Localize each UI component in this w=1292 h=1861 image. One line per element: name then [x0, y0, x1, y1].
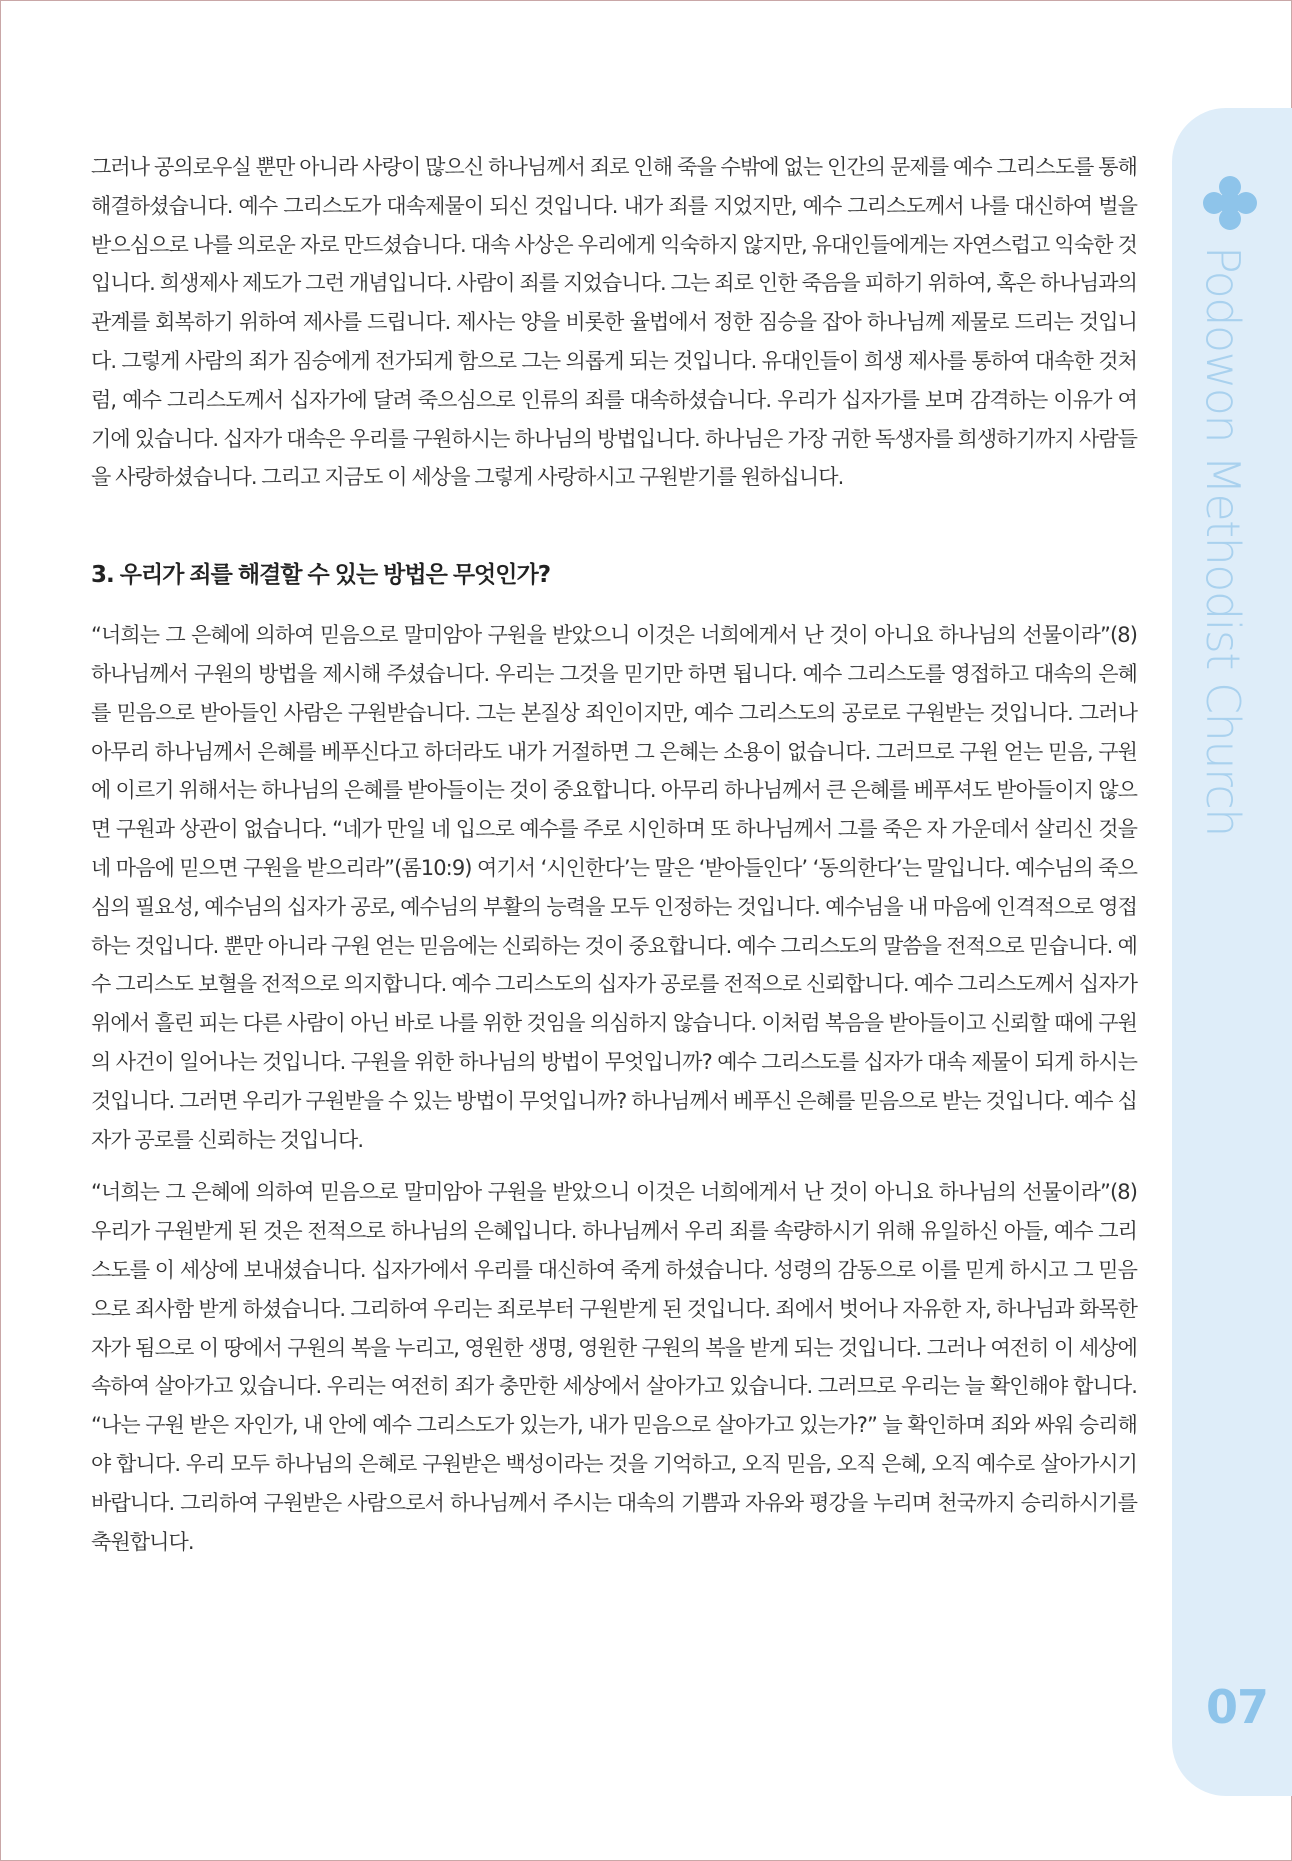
section-heading: 3. 우리가 죄를 해결할 수 있는 방법은 무엇인가? [91, 562, 551, 589]
page-number: 07 [1205, 1680, 1268, 1734]
church-name: Podowon Methodist Church [1196, 246, 1250, 836]
clover-icon [1202, 175, 1258, 231]
body-paragraph-1: 그러나 공의로우실 뿐만 아니라 사랑이 많으신 하나님께서 죄로 인해 죽을 수밖에 없는 인간의 문제를 예수 그리스도를 통해 해결하셨습니다. 예수 그리스도가 대속제물이 되신 것입니다. 내가 죄를 지었지만, 예수 그리스도께서 나를 대신하여 벌을 받으심으로 나를 의로운 자로 만드셨습니다. 대속 사상은 우리에게 익숙하지 않지만, 유대인들에게는 자연스럽고 익숙한 것입니다. 희생제사 제도가 그런 개념입니다. 사람이 죄를 지었습니다. 그는 죄로 인한 죽음을 피하기 위하여, 혹은 하나님과의 관계를 회복하기 위하여 제사를 드립니다. 제사는 양을 비롯한 율법에서 정한 짐승을 잡아 하나님께 제물로 드리는 것입니다. 그렇게 사람의 죄가 짐승에게 전가되게 함으로 그는 의롭게 되는 것입니다. 유대인들이 희생 제사를 통하여 대속한 것처럼, 예수 그리스도께서 십자가에 달려 죽으심으로 인류의 죄를 대속하셨습니다. 우리가 십자가를 보며 감격하는 이유가 여기에 있습니다. 십자가 대속은 우리를 구원하시는 하나님의 방법입니다. 하나님은 가장 귀한 독생자를 희생하기까지 사람들을 사랑하셨습니다. 그리고 지금도 이 세상을 그렇게 사랑하시고 구원받기를 원하십니다. [91, 155, 1137, 490]
body-paragraph-2: “너희는 그 은혜에 의하여 믿음으로 말미암아 구원을 받았으니 이것은 너희에게서 난 것이 아니요 하나님의 선물이라”(8) 하나님께서 구원의 방법을 제시해 주셨습니다. 우리는 그것을 믿기만 하면 됩니다. 예수 그리스도를 영접하고 대속의 은혜를 믿음으로 받아들인 사람은 구원받습니다. 그는 본질상 죄인이지만, 예수 그리스도의 공로로 구원받는 것입니다. 그러나 아무리 하나님께서 은혜를 베푸신다고 하더라도 내가 거절하면 그 은혜는 소용이 없습니다. 그러므로 구원 얻는 믿음, 구원에 이르기 위해서는 하나님의 은혜를 받아들이는 것이 중요합니다. 아무리 하나님께서 큰 은혜를 베푸셔도 받아들이지 않으면 구원과 상관이 없습니다. “네가 만일 네 입으로 예수를 주로 시인하며 또 하나님께서 그를 죽은 자 가운데서 살리신 것을 네 마음에 믿으면 구원을 받으리라”(롬10:9) 여기서 ‘시인한다’는 말은 ‘받아들인다’ ‘동의한다’는 말입니다. 예수님의 죽으심의 필요성, 예수님의 십자가 공로, 예수님의 부활의 능력을 모두 인정하는 것입니다. 예수님을 내 마음에 인격적으로 영접하는 것입니다. 뿐만 아니라 구원 얻는 믿음에는 신뢰하는 것이 중요합니다. 예수 그리스도의 말씀을 전적으로 믿습니다. 예수 그리스도 보혈을 전적으로 의지합니다. 예수 그리스도의 십자가 공로를 전적으로 신뢰합니다. 예수 그리스도께서 십자가 위에서 흘린 피는 다른 사람이 아닌 바로 나를 위한 것임을 의심하지 않습니다. 이처럼 복음을 받아들이고 신뢰할 때에 구원의 사건이 일어나는 것입니다. 구원을 위한 하나님의 방법이 무엇입니까? 예수 그리스도를 십자가 대속 제물이 되게 하시는 것입니다. 그러면 우리가 구원받을 수 있는 방법이 무엇입니까? 하나님께서 베푸신 은혜를 믿음으로 받는 것입니다. 예수 십자가 공로를 신뢰하는 것입니다. [91, 623, 1137, 1152]
body-paragraph-3: “너희는 그 은혜에 의하여 믿음으로 말미암아 구원을 받았으니 이것은 너희에게서 난 것이 아니요 하나님의 선물이라”(8) 우리가 구원받게 된 것은 전적으로 하나님의 은혜입니다. 하나님께서 우리 죄를 속량하시기 위해 유일하신 아들, 예수 그리스도를 이 세상에 보내셨습니다. 십자가에서 우리를 대신하여 죽게 하셨습니다. 성령의 감동으로 이를 믿게 하시고 그 믿음으로 죄사함 받게 하셨습니다. 그리하여 우리는 죄로부터 구원받게 된 것입니다. 죄에서 벗어나 자유한 자, 하나님과 화목한 자가 됨으로 이 땅에서 구원의 복을 누리고, 영원한 생명, 영원한 구원의 복을 받게 되는 것입니다. 그러나 여전히 이 세상에 속하여 살아가고 있습니다. 우리는 여전히 죄가 충만한 세상에서 살아가고 있습니다. 그러므로 우리는 늘 확인해야 합니다. “나는 구원 받은 자인가, 내 안에 예수 그리스도가 있는가, 내가 믿음으로 살아가고 있는가?” 늘 확인하며 죄와 싸워 승리해야 합니다. 우리 모두 하나님의 은혜로 구원받은 백성이라는 것을 기억하고, 오직 믿음, 오직 은혜, 오직 예수로 살아가시기 바랍니다. 그리하여 구원받은 사람으로서 하나님께서 주시는 대속의 기쁨과 자유와 평강을 누리며 천국까지 승리하시기를 축원합니다. [91, 1180, 1137, 1554]
document-body [91, 148, 1137, 1561]
